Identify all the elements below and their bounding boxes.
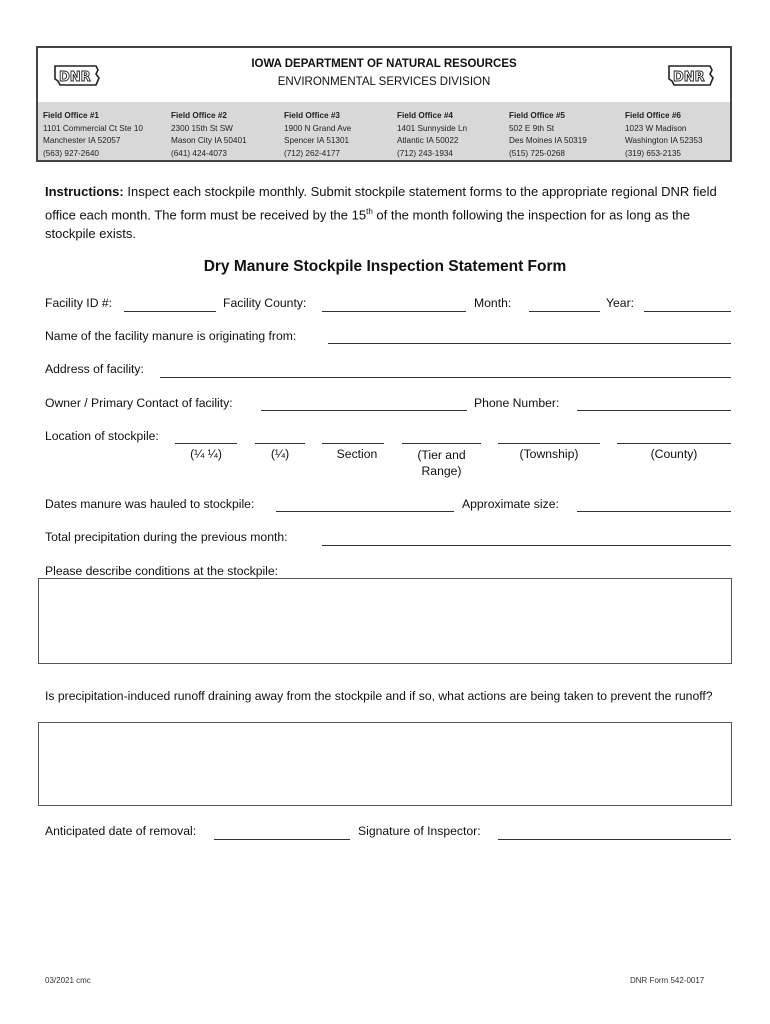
field-office-2: Field Office #2 2300 15th St SW Mason City IA 50401 (641) 424-4073 — [171, 111, 247, 158]
division-name: ENVIRONMENTAL SERVICES DIVISION — [277, 76, 491, 88]
header-title-band — [38, 48, 730, 102]
instructions-paragraph: Instructions: Inspect each stockpile monthly. Submit stockpile statement forms to the appropriate regional DNR field office each month. The form must be received by the 15th of the month following the inspection for as long as the stockpile exists. — [45, 184, 717, 242]
precipitation-label: Total precipitation during the previous month: — [45, 530, 288, 544]
svg-text:DNR: DNR — [673, 70, 705, 85]
location-label: Location of stockpile: — [45, 429, 159, 443]
footer-form-number: DNR Form 542-0017 — [630, 976, 705, 985]
runoff-label: Is precipitation-induced runoff draining away from the stockpile and if so, what actions are being taken to prevent the runoff? — [45, 689, 713, 703]
field-office-3: Field Office #3 1900 N Grand Ave Spencer IA 51301 (712) 262-4177 — [284, 111, 352, 158]
section-field[interactable] — [322, 443, 384, 444]
year-field[interactable] — [644, 311, 731, 312]
footer-date: 03/2021 cmc — [45, 976, 91, 985]
section-caption: Section — [336, 447, 378, 461]
tier-range-caption: (Tier and Range) — [417, 448, 466, 478]
quarter-quarter-field[interactable] — [175, 443, 237, 444]
field-office-5: Field Office #5 502 E 9th St Des Moines IA 50319 (515) 725-0268 — [509, 111, 587, 158]
month-field[interactable] — [529, 311, 600, 312]
tier-range-field[interactable] — [402, 443, 481, 444]
dates-hauled-label: Dates manure was hauled to stockpile: — [45, 497, 255, 511]
facility-county-field[interactable] — [322, 311, 466, 312]
dates-hauled-field[interactable] — [276, 511, 454, 512]
quarter-quarter-caption: (¼ ¼) — [190, 447, 222, 461]
agency-header — [36, 46, 732, 162]
address-label: Address of facility: — [45, 362, 144, 376]
approx-size-field[interactable] — [577, 511, 731, 512]
facility-id-field[interactable] — [124, 311, 216, 312]
signature-label: Signature of Inspector: — [358, 824, 481, 838]
field-office-6: Field Office #6 1023 W Madison Washington IA 52353 (319) 653-2135 — [625, 111, 703, 158]
precipitation-field[interactable] — [322, 545, 731, 546]
facility-county-label: Facility County: — [223, 296, 307, 310]
facility-name-label: Name of the facility manure is originating from: — [45, 329, 297, 343]
conditions-label: Please describe conditions at the stockpile: — [45, 564, 279, 578]
removal-date-label: Anticipated date of removal: — [45, 824, 197, 838]
field-office-1: Field Office #1 1101 Commercial Ct Ste 10 Manchester IA 52057 (563) 927-2640 — [43, 111, 143, 158]
dnr-logo-right — [666, 60, 716, 90]
county-field[interactable] — [617, 443, 731, 444]
phone-field[interactable] — [577, 410, 731, 411]
township-caption: (Township) — [519, 447, 579, 461]
facility-id-label: Facility ID #: — [45, 296, 113, 310]
township-field[interactable] — [498, 443, 600, 444]
conditions-textbox[interactable] — [38, 578, 732, 664]
quarter-field[interactable] — [255, 443, 305, 444]
removal-date-field[interactable] — [214, 839, 350, 840]
year-label: Year: — [606, 296, 635, 310]
dnr-logo-left — [52, 60, 102, 90]
runoff-textbox[interactable] — [38, 722, 732, 806]
month-label: Month: — [474, 296, 512, 310]
owner-field[interactable] — [261, 410, 467, 411]
form-title: Dry Manure Stockpile Inspection Statement Form — [203, 258, 567, 275]
signature-field[interactable] — [498, 839, 731, 840]
owner-label: Owner / Primary Contact of facility: — [45, 396, 233, 410]
approx-size-label: Approximate size: — [462, 497, 559, 511]
department-name: IOWA DEPARTMENT OF NATURAL RESOURCES — [251, 58, 517, 70]
svg-text:DNR: DNR — [59, 70, 91, 85]
quarter-caption: (¼) — [270, 447, 290, 461]
county-caption: (County) — [650, 447, 698, 461]
facility-name-field[interactable] — [328, 343, 731, 344]
instructions-label: Instructions: — [45, 184, 124, 199]
field-office-4: Field Office #4 1401 Sunnyside Ln Atlantic IA 50022 (712) 243-1934 — [397, 111, 468, 158]
phone-label: Phone Number: — [474, 396, 560, 410]
address-field[interactable] — [160, 377, 731, 378]
